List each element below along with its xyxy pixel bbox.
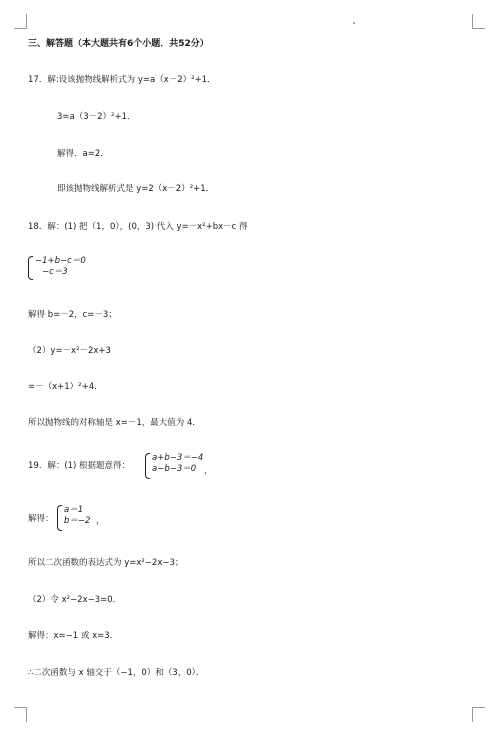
q19-line-5: 解得：x=−1 或 x=3． xyxy=(28,631,119,641)
q19-equation-system-2 xyxy=(57,505,90,531)
q19-system1-punctuation: ， xyxy=(204,466,213,476)
q17-line-2: 3=a（3－2）²+1． xyxy=(57,112,136,122)
q18-system-eq-2: −c＝3 xyxy=(42,267,68,277)
q19-system1-eq-1: a+b−3＝−4 xyxy=(152,453,204,463)
q17-line-4: 即该抛物线解析式是 y=2（x－2）²+1． xyxy=(57,184,215,194)
q19-line-4: （2）令 x²−2x−3=0． xyxy=(28,595,122,605)
q19-system2-eq-2: b＝−2 xyxy=(64,516,91,526)
q18-line-2: 解得 b=－2，c=－3； xyxy=(28,310,117,320)
q18-equation-system xyxy=(28,256,86,280)
brace-symbol xyxy=(57,505,62,531)
q18-line-4: =－（x+1）²+4． xyxy=(28,382,103,392)
q19-system1-eq-2: a−b−3＝0 xyxy=(152,464,197,474)
q19-system2-punctuation: ， xyxy=(96,516,105,526)
crop-mark-top-left xyxy=(14,14,27,29)
brace-symbol xyxy=(28,256,33,280)
q19-line-2: 解得： xyxy=(28,514,54,524)
q18-system-eq-1: −1+b−c＝0 xyxy=(35,256,86,266)
q19-equation-system-1 xyxy=(145,453,203,479)
q19-line-1: 19．解：(1) 根据题意得： xyxy=(28,461,131,471)
crop-mark-bottom-left xyxy=(14,707,27,722)
q18-line-3: （2）y=－x²－2x+3 xyxy=(28,346,111,356)
q17-line-1: 17．解:设该抛物线解析式为 y=a（x－2）²+1． xyxy=(28,75,216,85)
section-heading: 三、解答题（本大题共有6个小题．共52分） xyxy=(28,39,209,49)
brace-symbol xyxy=(145,453,150,479)
speck-mark xyxy=(353,22,355,24)
q19-line-6: ∴二次函数与 x 轴交于（−1，0）和（3，0）． xyxy=(28,668,205,678)
crop-mark-top-right xyxy=(472,14,485,29)
q17-line-3: 解得．a=2． xyxy=(57,149,109,159)
crop-mark-bottom-right xyxy=(472,707,485,722)
q19-system2-eq-1: a＝1 xyxy=(64,505,84,515)
q18-line-1: 18．解：(1) 把（1，0），(0，3) 代入 y=－x²+bx－c 得 xyxy=(28,222,248,232)
q18-line-5: 所以抛物线的对称轴是 x=－1，最大值为 4． xyxy=(28,418,201,428)
q19-line-3: 所以二次函数的表达式为 y=x²−2x−3； xyxy=(28,558,184,568)
